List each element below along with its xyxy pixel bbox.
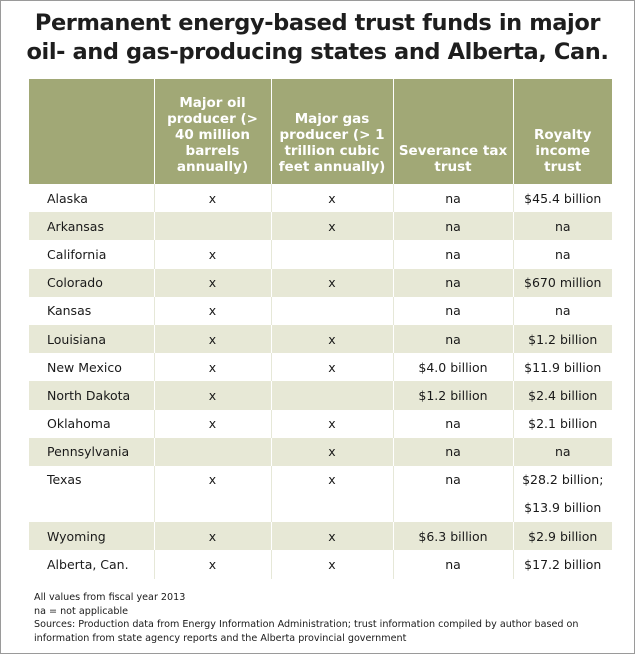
cell-severance: na (393, 325, 513, 353)
cell-severance: $4.0 billion (393, 353, 513, 381)
cell-oil (154, 212, 271, 240)
note-sources-line-2: information from state agency reports and the Alberta provincial government (34, 632, 407, 644)
table-row (29, 550, 612, 578)
cell-state: Pennsylvania (29, 438, 154, 466)
cell-royalty: $670 million (513, 269, 612, 297)
cell-oil: x (154, 550, 271, 578)
cell-oil: x (154, 353, 271, 381)
cell-gas: x (271, 522, 393, 550)
cell-state: Kansas (29, 297, 154, 325)
cell-oil: x (154, 381, 271, 409)
cell-oil: x (154, 269, 271, 297)
cell-severance: na (393, 269, 513, 297)
cell-gas: x (271, 184, 393, 212)
table-row (29, 240, 612, 268)
cell-gas (271, 297, 393, 325)
table-row (29, 410, 612, 438)
cell-royalty: $2.4 billion (513, 381, 612, 409)
cell-gas: x (271, 466, 393, 522)
cell-gas (271, 240, 393, 268)
royalty-line-1: $28.2 billion; (522, 471, 604, 487)
cell-severance: na (393, 212, 513, 240)
cell-royalty (513, 466, 612, 522)
header-state (29, 79, 154, 184)
title-line-1: Permanent energy-based trust funds in major (34, 10, 601, 36)
title-line-2: oil- and gas-producing states and Alberta, Can. (26, 39, 609, 65)
header-severance-tax-trust: Severance tax trust (393, 79, 513, 184)
cell-severance: na (393, 184, 513, 212)
header-gas-producer: Major gas producer (> 1 trillion cubic feet annually) (271, 79, 393, 184)
table-row (29, 466, 612, 522)
cell-gas: x (271, 325, 393, 353)
header-oil-producer: Major oil producer (> 40 million barrels annually) (154, 79, 271, 184)
cell-oil: x (154, 325, 271, 353)
cell-state: Oklahoma (29, 410, 154, 438)
royalty-line-2: $13.9 billion (524, 499, 602, 515)
cell-severance: na (393, 297, 513, 325)
cell-gas (271, 381, 393, 409)
cell-state: New Mexico (29, 353, 154, 381)
cell-oil: x (154, 410, 271, 438)
table-header-row (29, 79, 612, 184)
cell-severance: $1.2 billion (393, 381, 513, 409)
cell-severance: na (393, 240, 513, 268)
cell-royalty: na (513, 240, 612, 268)
cell-state: North Dakota (29, 381, 154, 409)
cell-gas: x (271, 410, 393, 438)
table-row (29, 381, 612, 409)
cell-gas: x (271, 353, 393, 381)
cell-royalty: na (513, 297, 612, 325)
cell-oil: x (154, 184, 271, 212)
table-row (29, 269, 612, 297)
cell-oil: x (154, 240, 271, 268)
cell-severance: $6.3 billion (393, 522, 513, 550)
cell-severance: na (393, 550, 513, 578)
table-row (29, 297, 612, 325)
cell-oil: x (154, 297, 271, 325)
note-na-definition: na = not applicable (34, 605, 129, 617)
cell-royalty: $2.9 billion (513, 522, 612, 550)
table-row (29, 353, 612, 381)
cell-state: Texas (29, 466, 154, 522)
cell-severance: na (393, 410, 513, 438)
cell-gas: x (271, 438, 393, 466)
header-royalty-income-trust: Royalty income trust (513, 79, 612, 184)
cell-severance: na (393, 466, 513, 522)
footnotes (34, 591, 614, 645)
cell-oil: x (154, 522, 271, 550)
table-row (29, 438, 612, 466)
cell-oil (154, 438, 271, 466)
cell-gas: x (271, 550, 393, 578)
cell-royalty: na (513, 438, 612, 466)
cell-royalty: $45.4 billion (513, 184, 612, 212)
table-row (29, 184, 612, 212)
cell-gas: x (271, 269, 393, 297)
table-row (29, 325, 612, 353)
cell-royalty: $11.9 billion (513, 353, 612, 381)
cell-state: Arkansas (29, 212, 154, 240)
cell-royalty: $1.2 billion (513, 325, 612, 353)
figure-title (1, 9, 634, 67)
cell-state: Wyoming (29, 522, 154, 550)
cell-royalty: na (513, 212, 612, 240)
trust-funds-table (29, 79, 612, 579)
cell-royalty: $2.1 billion (513, 410, 612, 438)
cell-state: Colorado (29, 269, 154, 297)
cell-gas: x (271, 212, 393, 240)
cell-state: Alberta, Can. (29, 550, 154, 578)
cell-royalty: $17.2 billion (513, 550, 612, 578)
table-row (29, 212, 612, 240)
cell-state: Louisiana (29, 325, 154, 353)
note-fiscal-year: All values from fiscal year 2013 (34, 592, 186, 603)
cell-severance: na (393, 438, 513, 466)
cell-state: California (29, 240, 154, 268)
table-row (29, 522, 612, 550)
cell-state: Alaska (29, 184, 154, 212)
cell-oil: x (154, 466, 271, 522)
note-sources-line-1: Sources: Production data from Energy Information Administration; trust information compiled by author based on (34, 619, 579, 630)
